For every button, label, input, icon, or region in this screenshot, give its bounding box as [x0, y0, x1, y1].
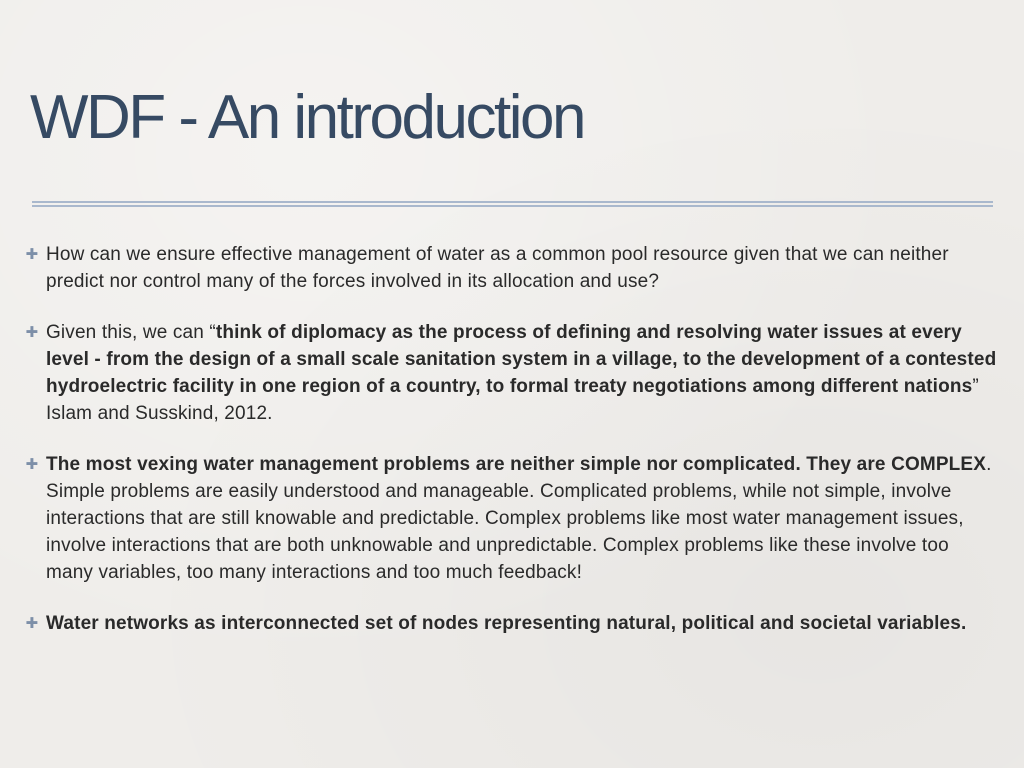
cross-bullet-icon: ✚ — [25, 324, 39, 341]
cross-bullet-icon: ✚ — [25, 246, 39, 263]
bullet-text — [46, 454, 992, 583]
bullet-text — [46, 244, 949, 292]
bullet-item — [24, 610, 999, 637]
bullet-text-segment: . Simple problems are easily understood and manageable. Complicated problems, while not simple, involve interactions that are still knowable and predictable. Complex problems like most water management issues, involve interactions that are both unknowable and unpredictable. Complex problems like these involve too many variables, too many interactions and too much feedback! — [46, 454, 992, 583]
bullet-text — [46, 613, 966, 634]
bullet-item — [24, 451, 999, 586]
bullet-text-bold: The most vexing water management problems are neither simple nor complicated. They are COMPLEX — [46, 454, 987, 475]
bullet-item — [24, 241, 999, 295]
cross-bullet-icon: ✚ — [25, 456, 39, 473]
bullet-text-segment: ” Islam and Susskind, 2012. — [46, 376, 979, 424]
bullet-text-bold: think of diplomacy as the process of defining and resolving water issues at every level - from the design of a small scale sanitation system in a village, to the development of a contested hydroelectric facility in one region of a country, to formal treaty negotiations among different nations — [46, 322, 997, 397]
bullet-text-segment: How can we ensure effective management of water as a common pool resource given that we can neither predict nor control many of the forces involved in its allocation and use? — [46, 244, 949, 292]
cross-bullet-icon: ✚ — [25, 615, 39, 632]
bullet-text-segment: Given this, we can “ — [46, 322, 216, 343]
bullet-text — [46, 322, 996, 424]
title-rule-bottom — [32, 205, 993, 207]
bullet-text-bold: Water networks as interconnected set of nodes representing natural, political and societal variables. — [46, 613, 967, 634]
slide-title: WDF - An introduction — [30, 83, 584, 152]
bullet-item — [24, 319, 999, 427]
title-rule-top — [32, 201, 993, 203]
bullet-list — [24, 241, 999, 637]
